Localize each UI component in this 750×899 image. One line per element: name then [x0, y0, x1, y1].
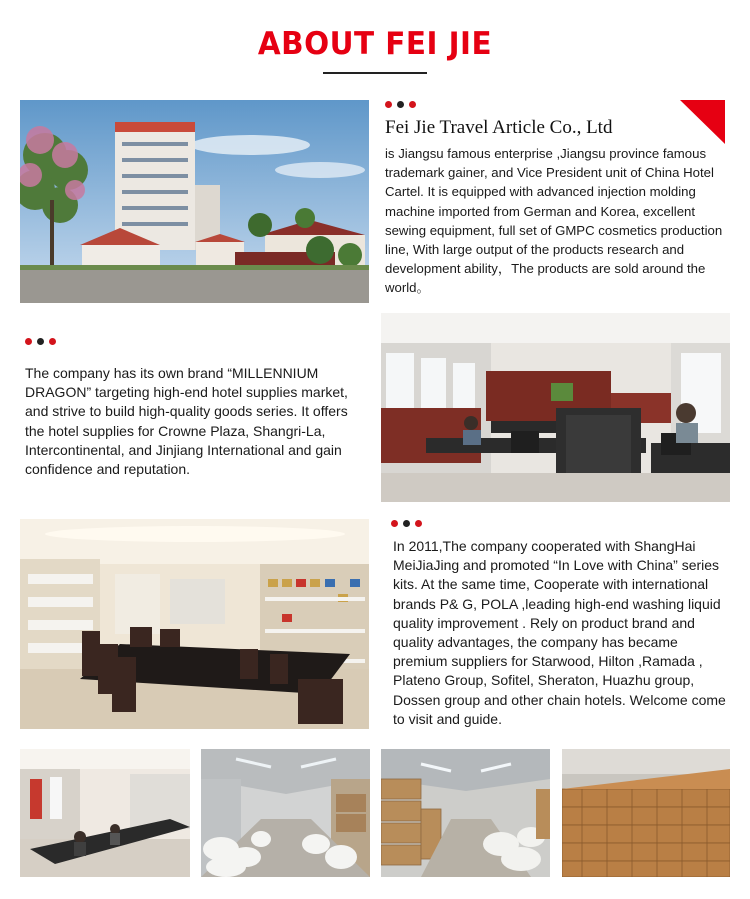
office-photo — [381, 313, 730, 502]
workshop-desks-photo — [20, 749, 190, 877]
section2-dots — [25, 338, 56, 346]
red-dot — [391, 520, 398, 527]
stacked-cartons-photo — [562, 749, 730, 877]
red-corner-triangle-icon — [680, 100, 725, 144]
dark-dot — [403, 520, 410, 527]
red-dot — [25, 338, 32, 345]
section1-dots — [385, 101, 416, 109]
section1-paragraph: is Jiangsu famous enterprise ,Jiangsu province famous trademark gainer, and Vice President unit of China Hotel Cartel. It is equipped with advanced injection molding machine imported from German and Korea, excellent sewing equipment, full set of GMPC cosmetics production line, With large output of the products research and development ability，The products are sold around the world。 — [385, 146, 723, 296]
warehouse-aisle-photo — [201, 749, 370, 877]
warehouse-boxes-photo — [381, 749, 550, 877]
red-dot — [49, 338, 56, 345]
red-dot — [409, 101, 416, 108]
dark-dot — [37, 338, 44, 345]
red-dot — [385, 101, 392, 108]
red-dot — [415, 520, 422, 527]
section2-paragraph: The company has its own brand “MILLENNIUM DRAGON” targeting high-end hotel supplies market, and strive to build high-quality goods series. It offers the hotel supplies for Crowne Plaza, Shangri-La, Intercontinental, and Jinjiang International and gain confidence and reputation. — [25, 365, 348, 478]
section3-dots — [391, 520, 422, 528]
showroom-meeting-photo — [20, 519, 369, 729]
factory-building-photo — [20, 100, 369, 303]
dark-dot — [397, 101, 404, 108]
title-underline — [323, 72, 427, 74]
section3-paragraph: In 2011,The company cooperated with ShangHai MeiJiaJing and promoted “In Love with China” series kits. At the same time, Cooperate with international brands P& G, POLA ,leading high-end washing liquid quality improvement . Rely on product brand and quality advantages, the company has became premium suppliers for Starwood, Hilton ,Ramada , Plateno Group, Sofitel, Sheraton, Huazhu group, Dossen group and other chain hotels. Welcome come to visit and guide. — [393, 538, 726, 727]
company-name-heading: Fei Jie Travel Article Co., Ltd — [385, 117, 613, 138]
page-title: ABOUT FEI JIE — [257, 26, 493, 62]
